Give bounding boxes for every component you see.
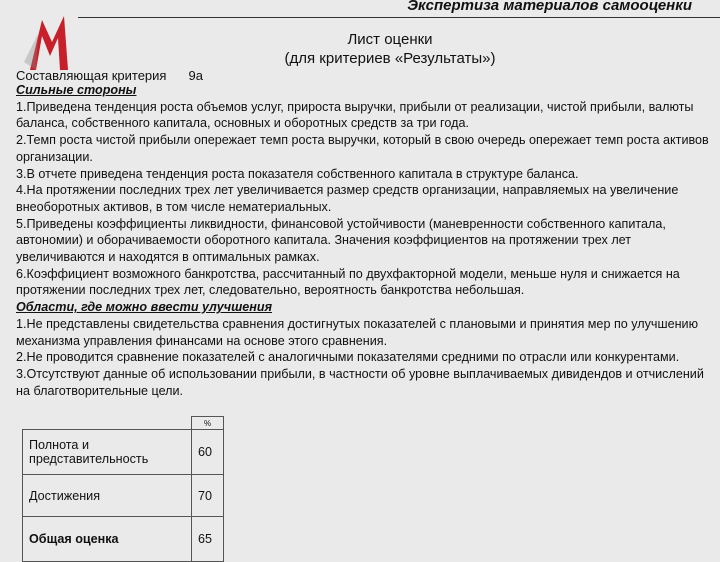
logo-icon [22, 12, 74, 74]
strength-item: 2.Темп роста чистой прибыли опережает темп роста выручки, который в свою очередь опережает темп роста активов организации. [16, 133, 709, 164]
table-row [23, 517, 224, 562]
score-table [22, 416, 224, 562]
score-table-header [23, 417, 224, 430]
improvements-heading: Области, где можно ввести улучшения [16, 300, 272, 315]
strength-item: 6.Коэффициент возможного банкротства, рассчитанный по двухфакторной модели, меньше нуля и снижается на протяжении последних трех лет, следовательно, вероятность банкротства небольшая. [16, 266, 680, 298]
score-value-total: 65 [192, 517, 224, 562]
score-value: 70 [192, 475, 224, 517]
sheet-title [240, 30, 540, 68]
score-unit-header: % [192, 417, 224, 430]
sheet-title-line2: (для критериев «Результаты») [284, 50, 496, 67]
score-header-blank [23, 417, 192, 430]
strength-item: 5.Приведены коэффициенты ликвидности, финансовой устойчивости (маневренности собственного капитала, автономии) и оборачиваемости оборотного капитала. Значения коэффициентов на протяжении трех лет увеличиваются и находятся в оптимальных рамках. [16, 216, 666, 265]
table-row [23, 430, 224, 475]
assessment-text [16, 82, 716, 399]
improvement-item: 2.Не проводится сравнение показателей с аналогичными показателями средними по отрасли или конкурентами. [16, 350, 680, 365]
table-row [23, 475, 224, 517]
criterion-line [16, 68, 203, 83]
header-divider [78, 17, 720, 18]
strength-item: 1.Приведена тенденция роста объемов услуг, прироста выручки, прибыли от реализации, чистой прибыли, валюты баланса, собственного капитала, основных и оборотных средств за три года. [16, 99, 694, 131]
strengths-heading: Сильные стороны [16, 83, 137, 97]
improvement-item: 3.Отсутствуют данные об использовании прибыли, в частности об уровне выплачиваемых дивидендов и отчислений на благотворительные цели. [16, 366, 704, 398]
score-value: 60 [192, 430, 224, 475]
score-label: Достижения [23, 475, 192, 517]
score-label: Полнота и представительность [23, 430, 192, 475]
improvement-item: 1.Не представлены свидетельства сравнения достигнутых показателей с плановыми и принятия мер по улучшению механизма управления финансами на основе этого сравнения. [16, 316, 699, 348]
strength-item: 3.В отчете приведена тенденция роста показателя собственного капитала в структуре баланса. [16, 166, 579, 181]
criterion-label: Составляющая критерия [16, 68, 167, 83]
sheet-title-line1: Лист оценки [347, 31, 433, 48]
criterion-code: 9а [188, 68, 203, 83]
strength-item: 4.На протяжении последних трех лет увеличивается размер средств организации, направляемых на увеличение внеоборотных активов, в том числе нематериальных. [16, 183, 679, 214]
page-header-title: Экспертиза материалов самооценки [407, 0, 692, 14]
score-label-total: Общая оценка [23, 517, 192, 562]
